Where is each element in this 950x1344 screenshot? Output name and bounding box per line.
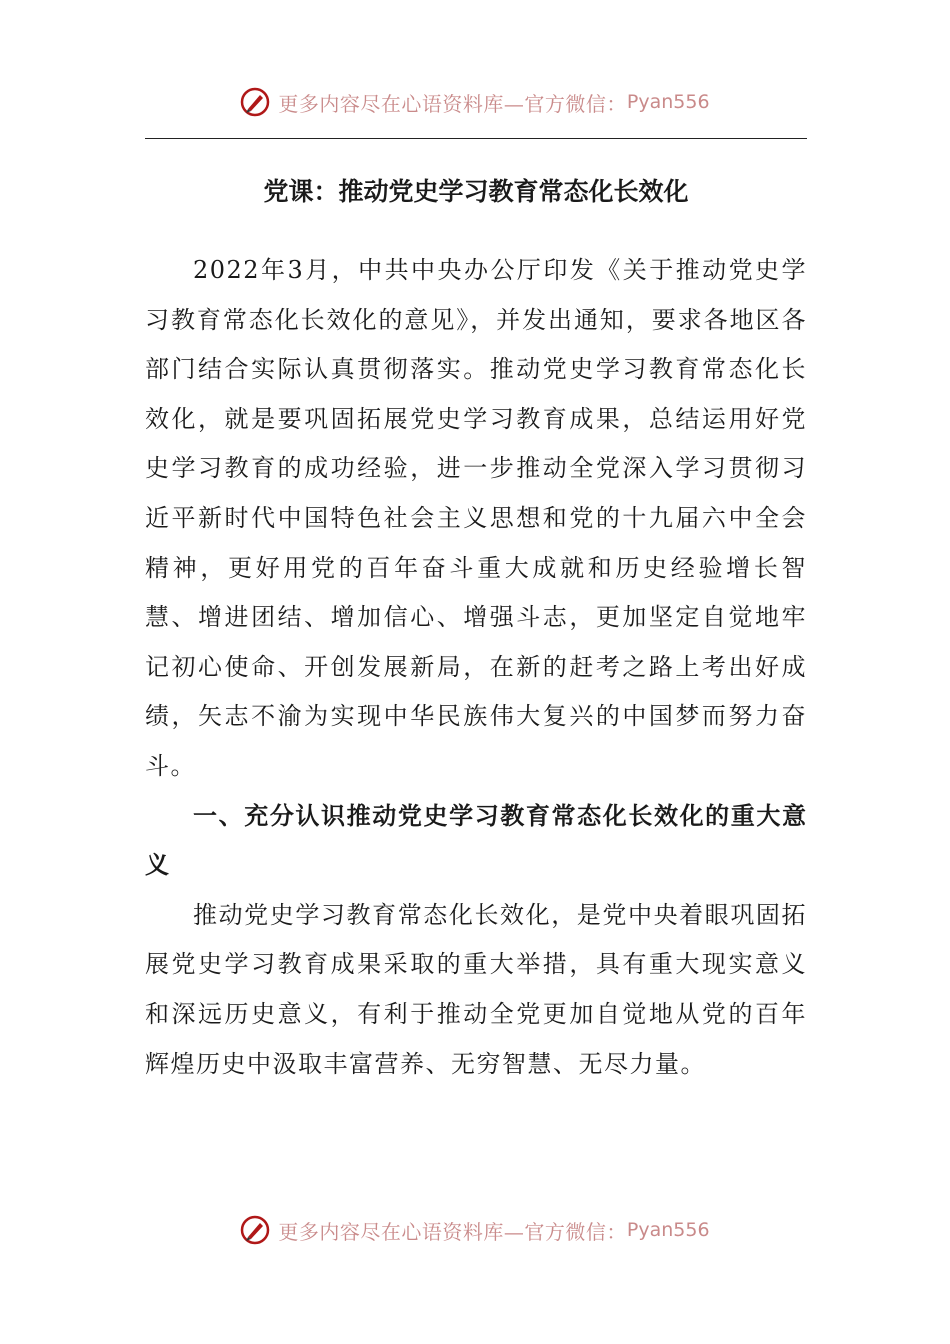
header-banner-wechat-id: Pyan556 (626, 91, 710, 113)
footer-banner (0, 1210, 950, 1250)
section-heading: 一、充分认识推动党史学习教育常态化长效化的重大意义 (145, 801, 807, 880)
header-divider (145, 138, 807, 139)
header-banner (0, 82, 950, 122)
section-paragraph: 推动党史学习教育常态化长效化，是党中央着眼巩固拓展党史学习教育成果采取的重大举措，具有重大现实意义和深远历史意义，有利于推动全党更加自觉地从党的百年辉煌历史中汲取丰富营养、无穷智慧、无尽力量。 (145, 900, 807, 1078)
footer-banner-wechat-id: Pyan556 (626, 1219, 710, 1241)
document-body (145, 246, 807, 1089)
intro-paragraph: 2022年3月，中共中央办公厅印发《关于推动党史学习教育常态化长效化的意见》，并发出通知，要求各地区各部门结合实际认真贯彻落实。推动党史学习教育常态化长效化，就是要巩固拓展党史学习教育成果，总结运用好党史学习教育的成功经验，进一步推动全党深入学习贯彻习近平新时代中国特色社会主义思想和党的十九届六中全会精神，更好用党的百年奋斗重大成就和历史经验增长智慧、增进团结、增加信心、增强斗志，更加坚定自觉地牢记初心使命、开创发展新局，在新的赶考之路上考出好成绩，矢志不渝为实现中华民族伟大复兴的中国梦而努力奋斗。 (145, 256, 807, 780)
document-title: 党课：推动党史学习教育常态化长效化 (263, 177, 689, 206)
footer-banner-text: 更多内容尽在心语资料库—官方微信： (278, 1219, 627, 1244)
pen-logo-icon (240, 1215, 270, 1245)
header-banner-text: 更多内容尽在心语资料库—官方微信： (278, 91, 627, 116)
pen-logo-icon (240, 87, 270, 117)
